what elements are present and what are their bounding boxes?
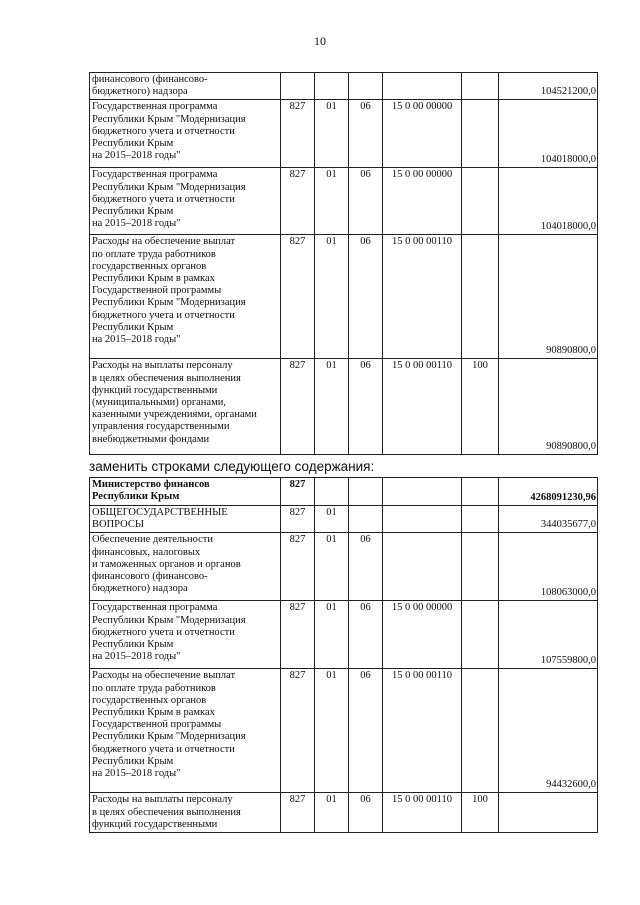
cell-expense-type xyxy=(462,601,499,669)
cell-section-code: 01 xyxy=(315,793,349,833)
cell-gr-code: 827 xyxy=(281,100,315,168)
cell-expense-type xyxy=(462,533,499,601)
cell-subsection-code: 06 xyxy=(349,601,383,669)
cell-subsection-code xyxy=(349,73,383,100)
cell-subsection-code: 06 xyxy=(349,669,383,793)
cell-amount: 344035677,0 xyxy=(499,506,598,533)
cell-section-code xyxy=(315,73,349,100)
cell-target-article xyxy=(383,533,462,601)
cell-amount: 108063000,0 xyxy=(499,533,598,601)
table-row xyxy=(90,100,598,168)
table-row xyxy=(90,533,598,601)
cell-section-code: 01 xyxy=(315,506,349,533)
cell-amount: 4268091230,96 xyxy=(499,478,598,506)
cell-gr-code: 827 xyxy=(281,359,315,455)
table-row xyxy=(90,793,598,833)
cell-amount: 104018000,0 xyxy=(499,168,598,235)
cell-subsection-code: 06 xyxy=(349,100,383,168)
cell-section-code: 01 xyxy=(315,100,349,168)
cell-amount: 94432600,0 xyxy=(499,669,598,793)
cell-section-code: 01 xyxy=(315,359,349,455)
cell-name: Обеспечение деятельности финансовых, налоговых и таможенных органов и органов финансового (финансово- бюджетного) надзора xyxy=(90,533,281,601)
cell-subsection-code: 06 xyxy=(349,168,383,235)
cell-subsection-code: 06 xyxy=(349,533,383,601)
cell-gr-code: 827 xyxy=(281,793,315,833)
cell-target-article: 15 0 00 00000 xyxy=(383,168,462,235)
cell-section-code xyxy=(315,478,349,506)
cell-section-code: 01 xyxy=(315,235,349,359)
cell-amount: 104521200,0 xyxy=(499,73,598,100)
table-row xyxy=(90,168,598,235)
cell-amount: 107559800,0 xyxy=(499,601,598,669)
cell-name: Расходы на выплаты персоналу в целях обеспечения выполнения функций государственными xyxy=(90,793,281,833)
cell-target-article xyxy=(383,478,462,506)
cell-target-article: 15 0 00 00110 xyxy=(383,235,462,359)
cell-name: Министерство финансов Республики Крым xyxy=(90,478,281,506)
budget-table-original xyxy=(89,72,598,455)
cell-expense-type xyxy=(462,669,499,793)
cell-gr-code: 827 xyxy=(281,168,315,235)
cell-name: Государственная программа Республики Крым "Модернизация бюджетного учета и отчетности Республики Крым на 2015–2018 годы" xyxy=(90,168,281,235)
cell-target-article: 15 0 00 00110 xyxy=(383,793,462,833)
cell-subsection-code: 06 xyxy=(349,359,383,455)
cell-amount: 104018000,0 xyxy=(499,100,598,168)
cell-expense-type xyxy=(462,100,499,168)
page-number: 10 xyxy=(314,34,326,48)
cell-expense-type: 100 xyxy=(462,793,499,833)
cell-gr-code: 827 xyxy=(281,601,315,669)
cell-expense-type xyxy=(462,73,499,100)
table-row xyxy=(90,506,598,533)
cell-name: финансового (финансово- бюджетного) надзора xyxy=(90,73,281,100)
cell-gr-code xyxy=(281,73,315,100)
table-row xyxy=(90,601,598,669)
cell-name: Расходы на обеспечение выплат по оплате труда работников государственных органов Республики Крым в рамках Государственной программы Республики Крым "Модернизация бюджетного учета и отчетности Республики Крым на 2015–2018 годы" xyxy=(90,669,281,793)
cell-name: Расходы на выплаты персоналу в целях обеспечения выполнения функций государственными (муниципальными) органами, казенными учреждениями, органами управления государственными внебюджетными фондами xyxy=(90,359,281,455)
cell-expense-type xyxy=(462,235,499,359)
cell-gr-code: 827 xyxy=(281,533,315,601)
cell-subsection-code xyxy=(349,478,383,506)
cell-target-article: 15 0 00 00000 xyxy=(383,100,462,168)
replace-caption: заменить строками следующего содержания: xyxy=(89,459,375,474)
cell-section-code: 01 xyxy=(315,601,349,669)
table-row xyxy=(90,478,598,506)
cell-subsection-code: 06 xyxy=(349,793,383,833)
cell-expense-type xyxy=(462,506,499,533)
cell-section-code: 01 xyxy=(315,168,349,235)
cell-amount xyxy=(499,793,598,833)
cell-name: Государственная программа Республики Крым "Модернизация бюджетного учета и отчетности Республики Крым на 2015–2018 годы" xyxy=(90,601,281,669)
cell-subsection-code xyxy=(349,506,383,533)
cell-gr-code: 827 xyxy=(281,235,315,359)
cell-target-article: 15 0 00 00110 xyxy=(383,669,462,793)
cell-gr-code: 827 xyxy=(281,506,315,533)
cell-target-article xyxy=(383,506,462,533)
budget-table-replacement xyxy=(89,477,598,833)
cell-name: ОБЩЕГОСУДАРСТВЕННЫЕ ВОПРОСЫ xyxy=(90,506,281,533)
cell-subsection-code: 06 xyxy=(349,235,383,359)
cell-target-article xyxy=(383,73,462,100)
cell-amount: 90890800,0 xyxy=(499,359,598,455)
cell-gr-code: 827 xyxy=(281,478,315,506)
cell-expense-type xyxy=(462,168,499,235)
cell-name: Расходы на обеспечение выплат по оплате труда работников государственных органов Республики Крым в рамках Государственной программы Республики Крым "Модернизация бюджетного учета и отчетности Республики Крым на 2015–2018 годы" xyxy=(90,235,281,359)
table-row xyxy=(90,669,598,793)
cell-gr-code: 827 xyxy=(281,669,315,793)
table-row xyxy=(90,73,598,100)
table-row xyxy=(90,235,598,359)
cell-section-code: 01 xyxy=(315,533,349,601)
cell-section-code: 01 xyxy=(315,669,349,793)
cell-target-article: 15 0 00 00000 xyxy=(383,601,462,669)
table-row xyxy=(90,359,598,455)
cell-expense-type xyxy=(462,478,499,506)
cell-expense-type: 100 xyxy=(462,359,499,455)
cell-name: Государственная программа Республики Крым "Модернизация бюджетного учета и отчетности Республики Крым на 2015–2018 годы" xyxy=(90,100,281,168)
cell-amount: 90890800,0 xyxy=(499,235,598,359)
cell-target-article: 15 0 00 00110 xyxy=(383,359,462,455)
